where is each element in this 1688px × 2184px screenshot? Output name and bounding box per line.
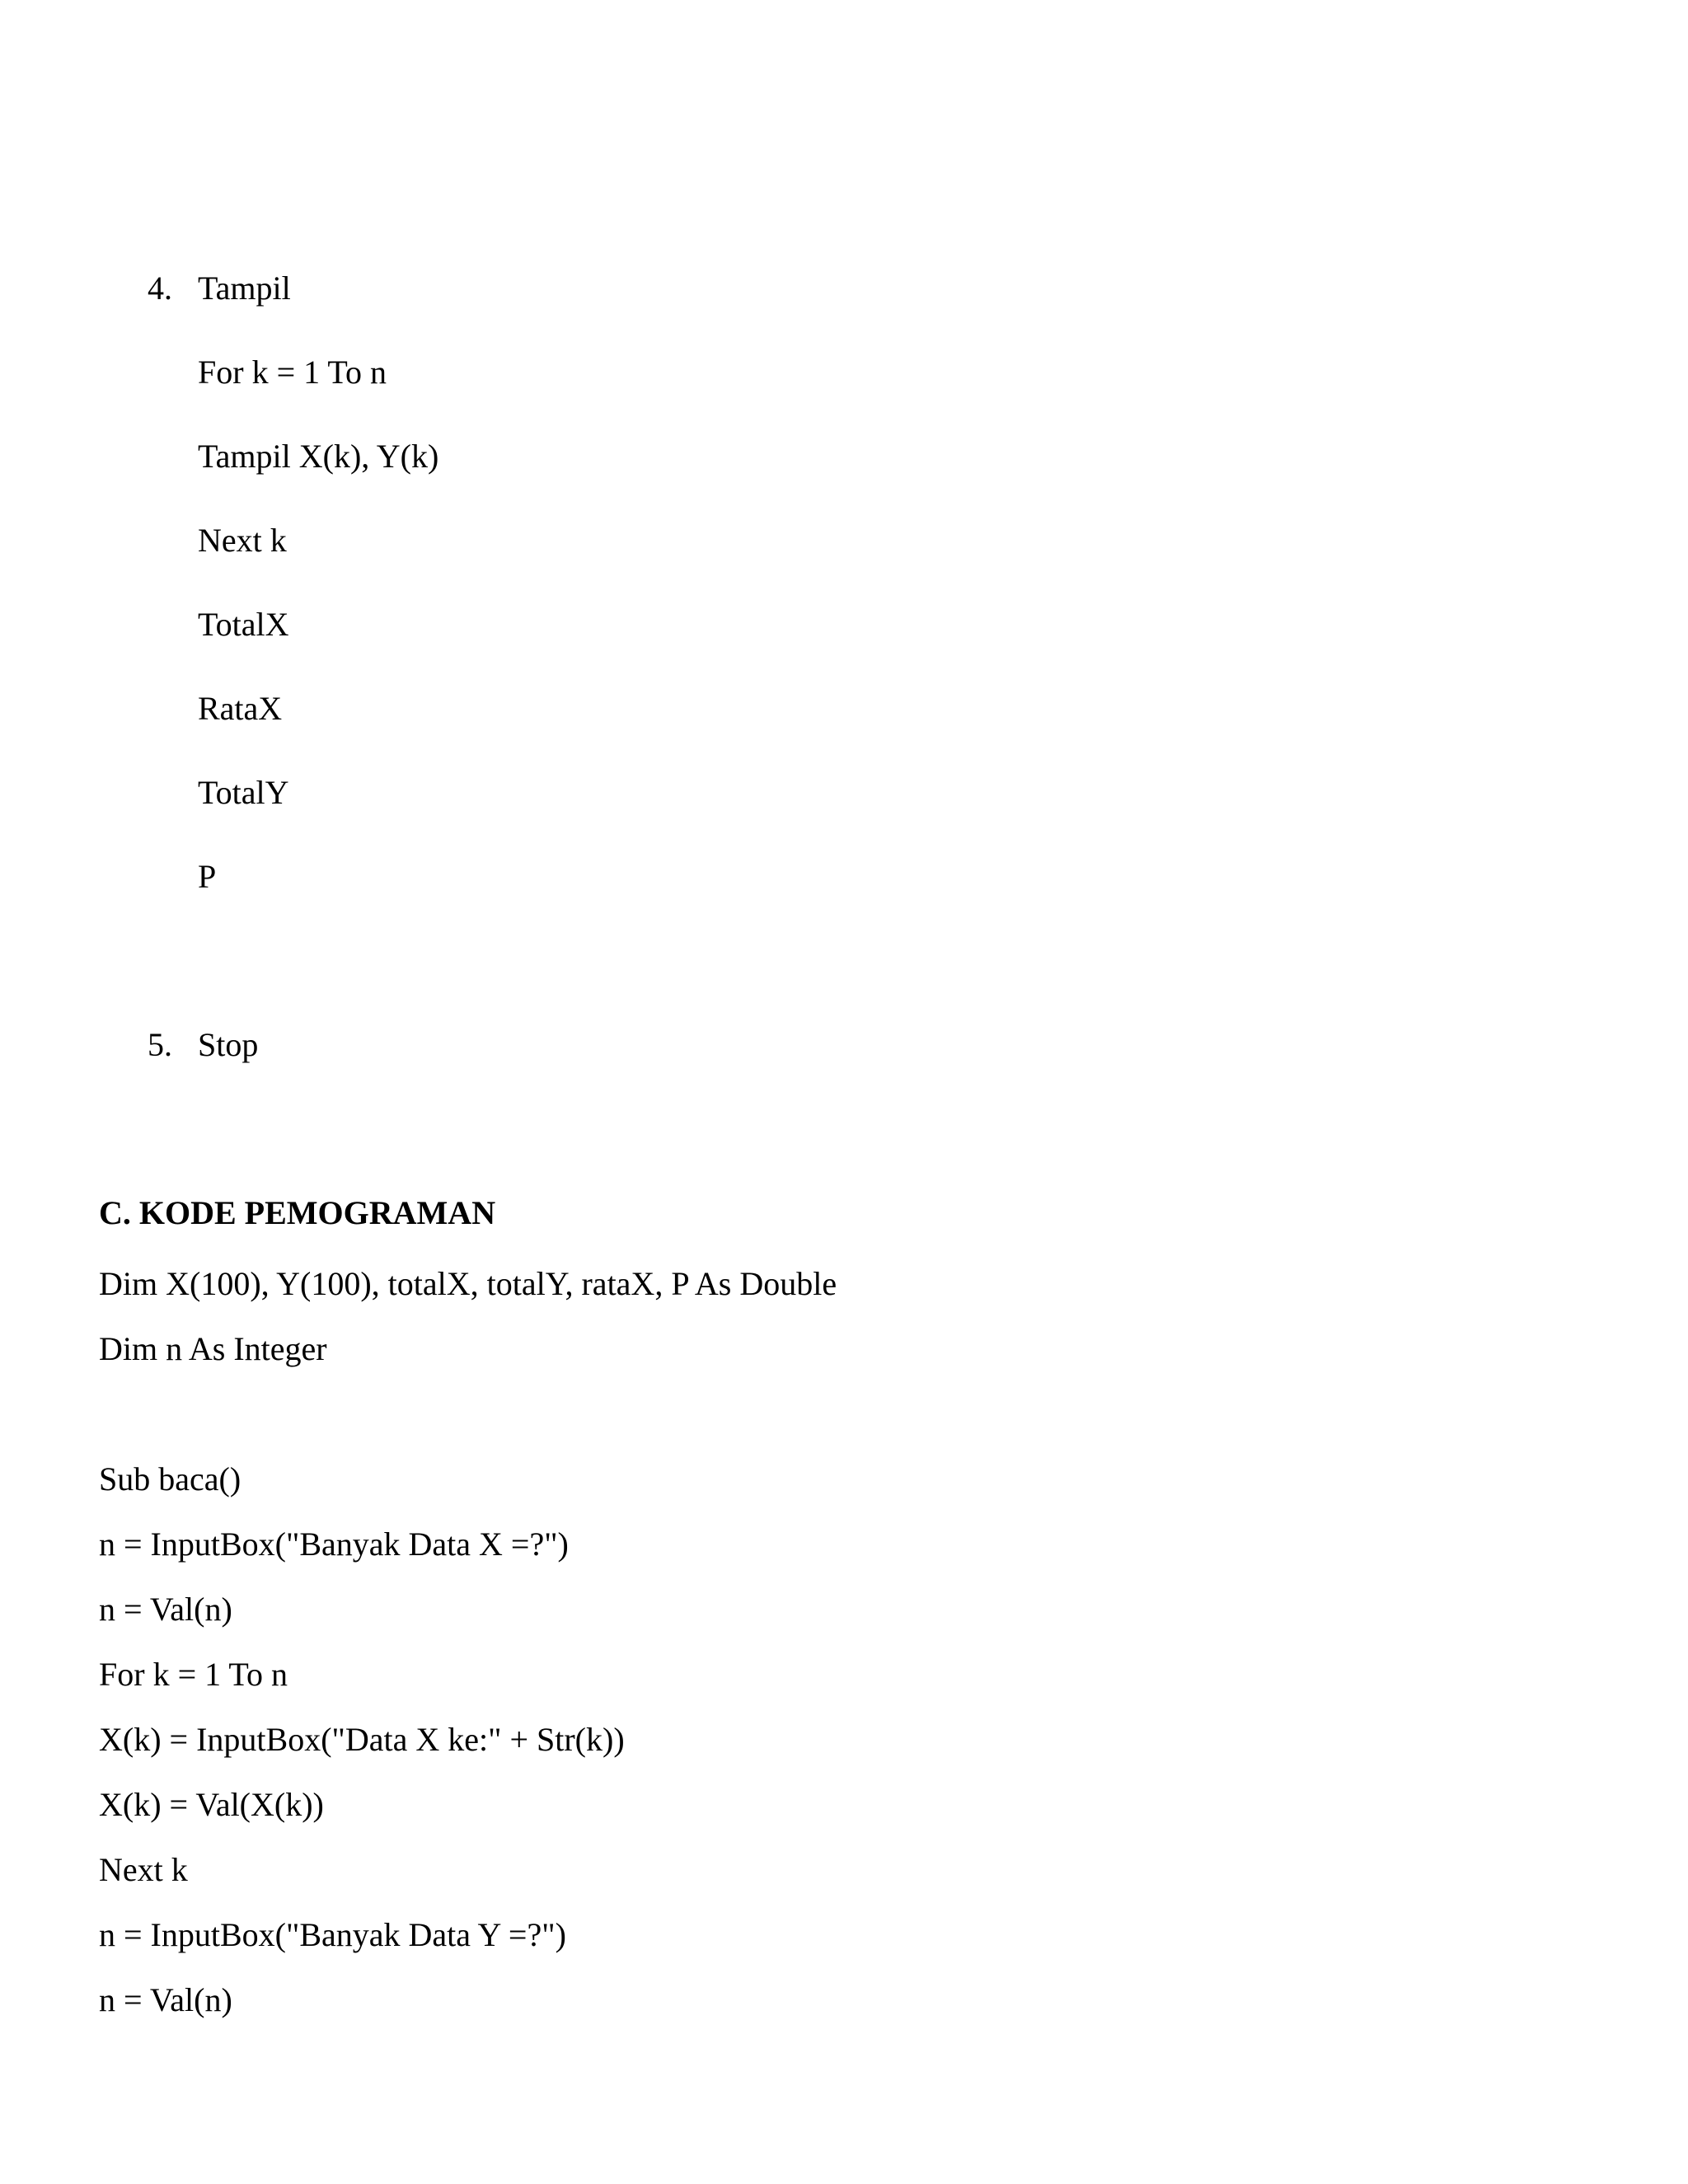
step-line: P: [198, 858, 217, 895]
section-heading: C. KODE PEMOGRAMAN: [99, 1194, 496, 1231]
step-line: Next k: [198, 522, 287, 559]
step-number: 4.: [148, 269, 172, 307]
step-number: 5.: [148, 1026, 172, 1063]
code-line: Sub baca(): [99, 1460, 241, 1497]
code-line: Dim X(100), Y(100), totalX, totalY, rataX, P As Double: [99, 1265, 837, 1302]
code-line: Dim n As Integer: [99, 1330, 327, 1367]
code-line: X(k) = InputBox("Data X ke:" + Str(k)): [99, 1721, 625, 1758]
step-title: Stop: [198, 1026, 259, 1063]
step-line: TotalY: [198, 774, 289, 811]
code-line: X(k) = Val(X(k)): [99, 1786, 324, 1823]
step-line: TotalX: [198, 606, 289, 643]
code-line: Next k: [99, 1851, 188, 1888]
code-line: n = InputBox("Banyak Data Y =?"): [99, 1916, 566, 1953]
step-line: RataX: [198, 690, 283, 727]
step-line: Tampil X(k), Y(k): [198, 438, 439, 475]
code-line: n = InputBox("Banyak Data X =?"): [99, 1526, 569, 1563]
step-line: For k = 1 To n: [198, 354, 387, 391]
step-title: Tampil: [198, 269, 291, 307]
code-line: n = Val(n): [99, 1981, 232, 2018]
code-line: n = Val(n): [99, 1591, 232, 1628]
code-line: For k = 1 To n: [99, 1656, 288, 1693]
